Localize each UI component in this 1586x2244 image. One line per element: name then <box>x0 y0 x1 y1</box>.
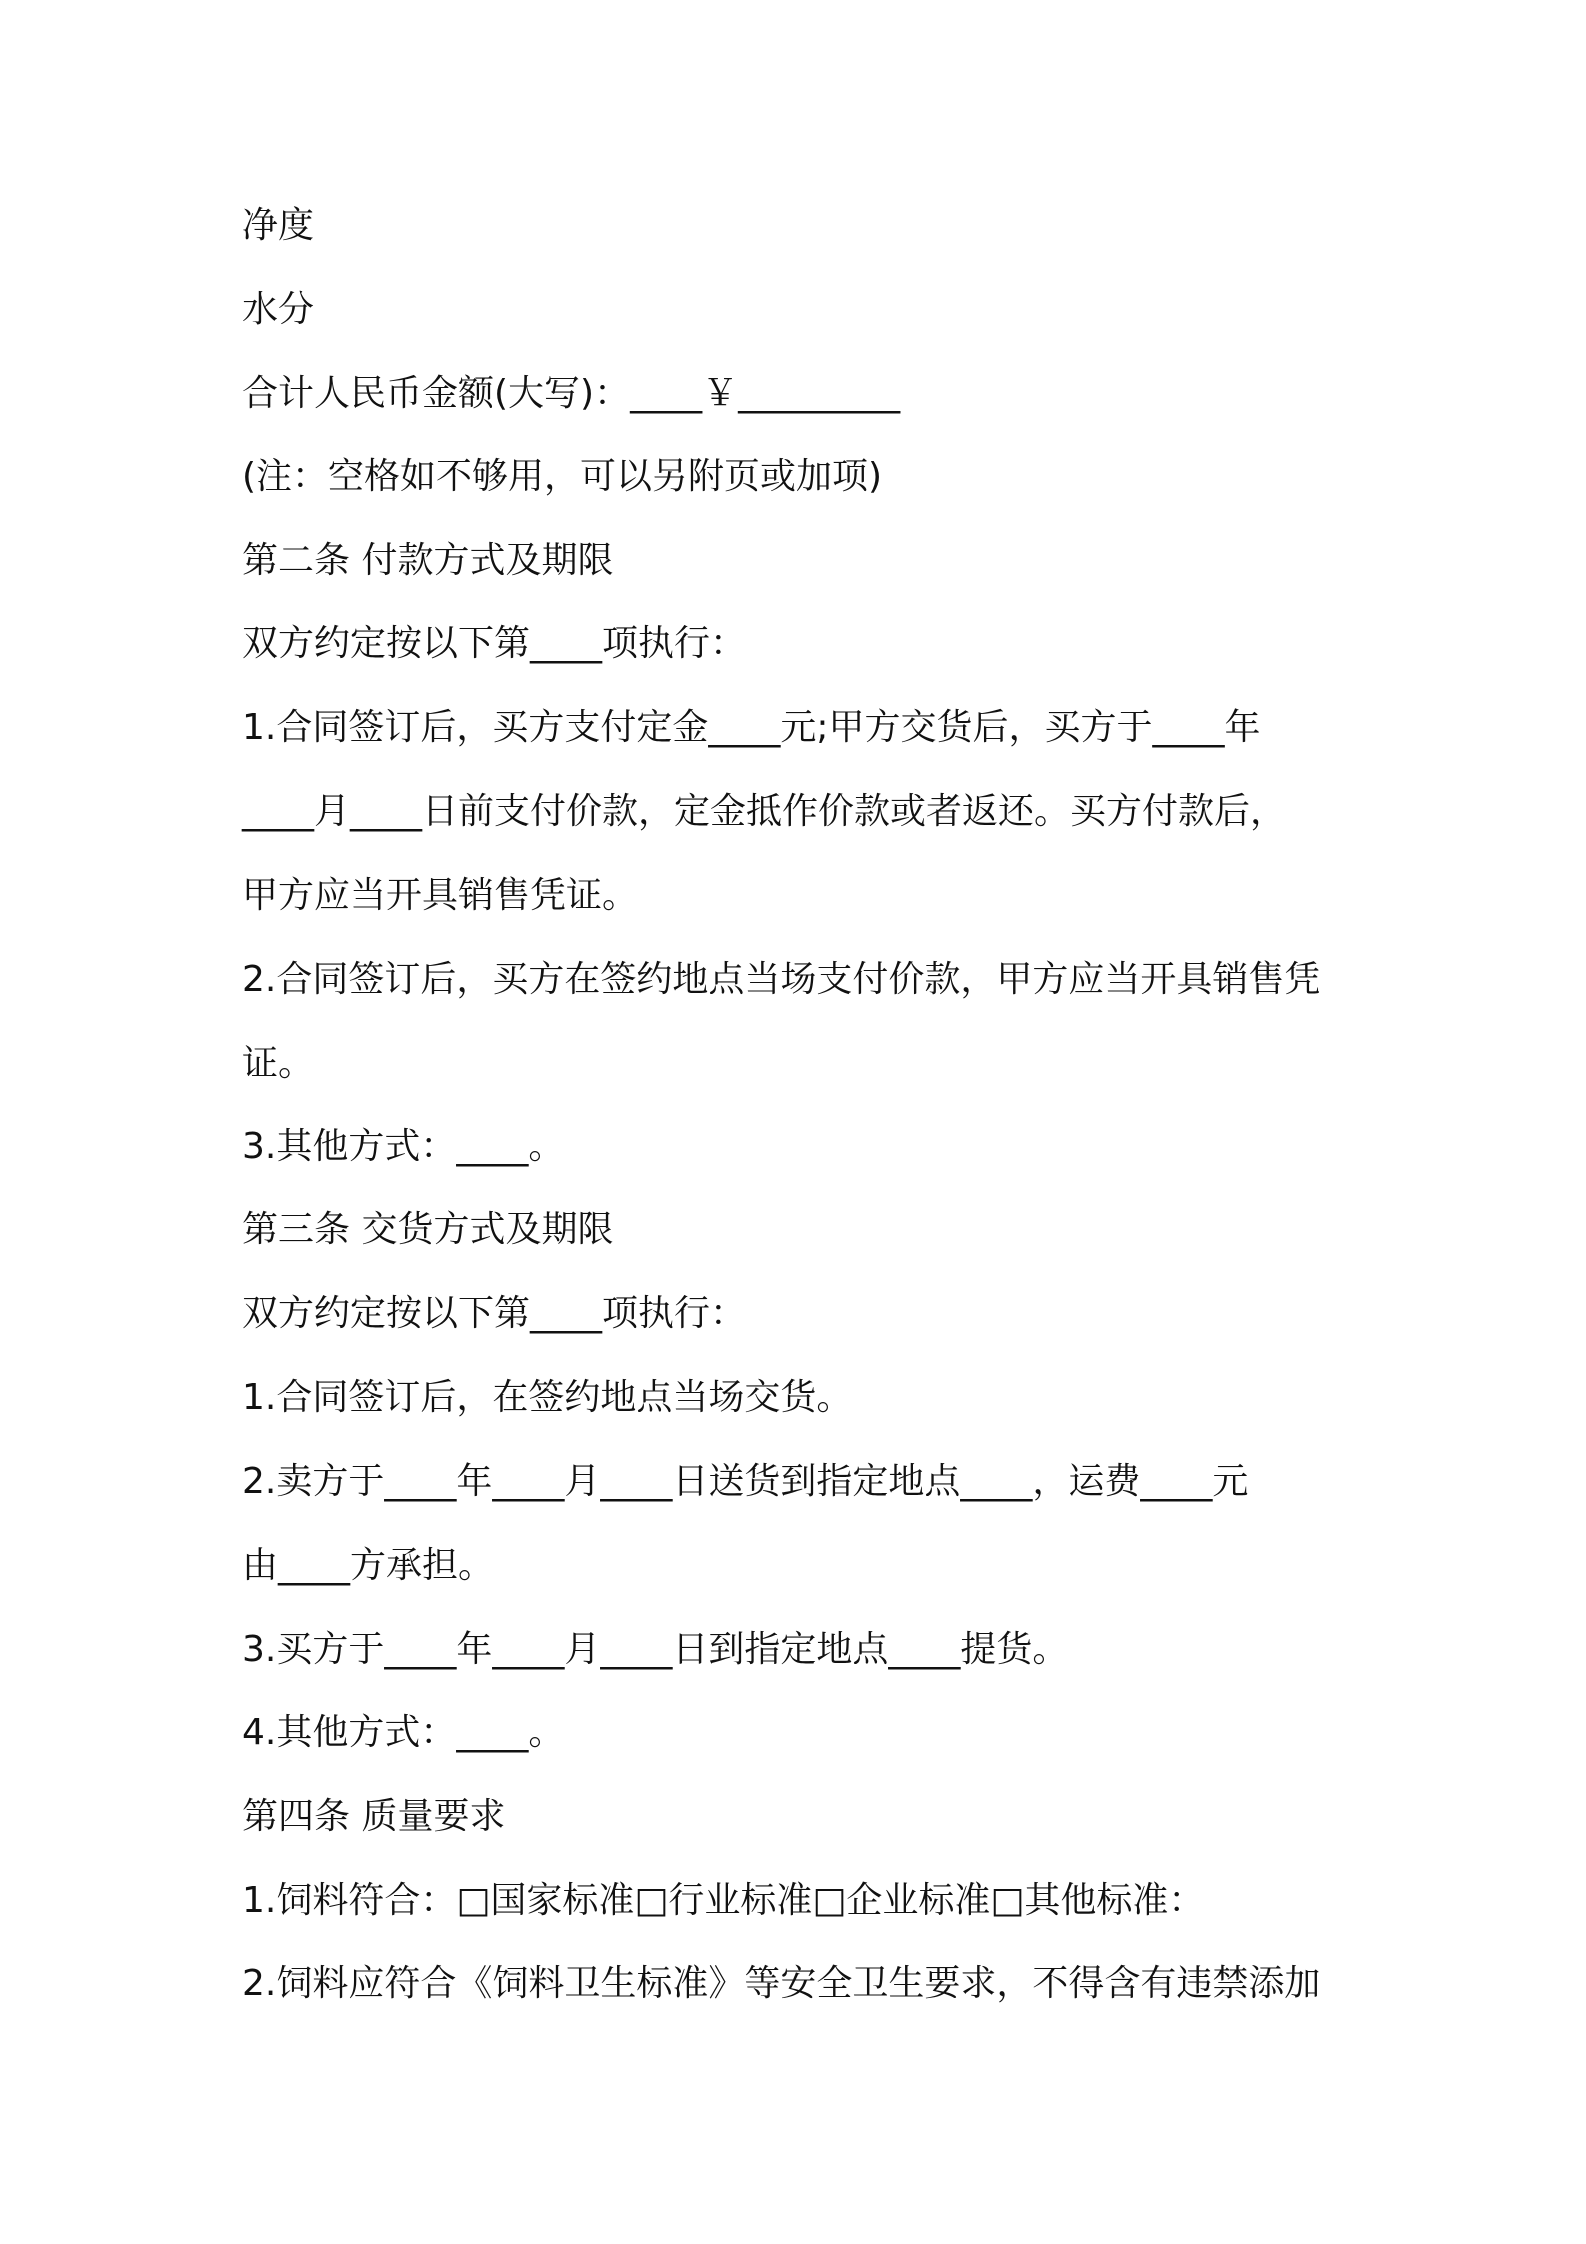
article-4-item-2-line-1: 2.饲料应符合《饲料卫生标准》等安全卫生要求，不得含有违禁添加 <box>242 1963 1321 2004</box>
note-line: (注：空格如不够用，可以另附页或加项) <box>242 456 883 497</box>
total-amount-line: 合计人民币金额(大写)：____￥_________ <box>242 373 901 414</box>
article-2-item-1-line-2: ____月____日前支付价款，定金抵作价款或者返还。买方付款后， <box>242 791 1287 832</box>
article-2-item-2-line-1: 2.合同签订后，买方在签约地点当场支付价款，甲方应当开具销售凭 <box>242 959 1321 1000</box>
item-purity: 净度 <box>242 205 315 246</box>
article-4-heading: 第四条 质量要求 <box>242 1796 506 1837</box>
article-2-item-2-line-2: 证。 <box>242 1043 315 1084</box>
article-2-intro: 双方约定按以下第____项执行： <box>242 623 747 664</box>
article-3-intro: 双方约定按以下第____项执行： <box>242 1293 747 1334</box>
article-3-heading: 第三条 交货方式及期限 <box>242 1209 614 1250</box>
article-2-item-1-line-3: 甲方应当开具销售凭证。 <box>242 875 639 916</box>
article-3-item-2-line-2: 由____方承担。 <box>242 1545 495 1586</box>
article-2-heading: 第二条 付款方式及期限 <box>242 540 614 581</box>
article-4-item-1: 1.饲料符合：□国家标准□行业标准□企业标准□其他标准： <box>242 1880 1205 1921</box>
article-3-item-3: 3.买方于____年____月____日到指定地点____提货。 <box>242 1629 1069 1670</box>
article-3-item-1: 1.合同签订后，在签约地点当场交货。 <box>242 1377 853 1418</box>
article-3-item-4: 4.其他方式：____。 <box>242 1712 565 1753</box>
article-3-item-2-line-1: 2.卖方于____年____月____日送货到指定地点____，运费____元 <box>242 1461 1249 1502</box>
article-2-item-1-line-1: 1.合同签订后，买方支付定金____元;甲方交货后，买方于____年 <box>242 707 1261 748</box>
item-moisture: 水分 <box>242 289 315 330</box>
article-2-item-3: 3.其他方式：____。 <box>242 1126 565 1167</box>
